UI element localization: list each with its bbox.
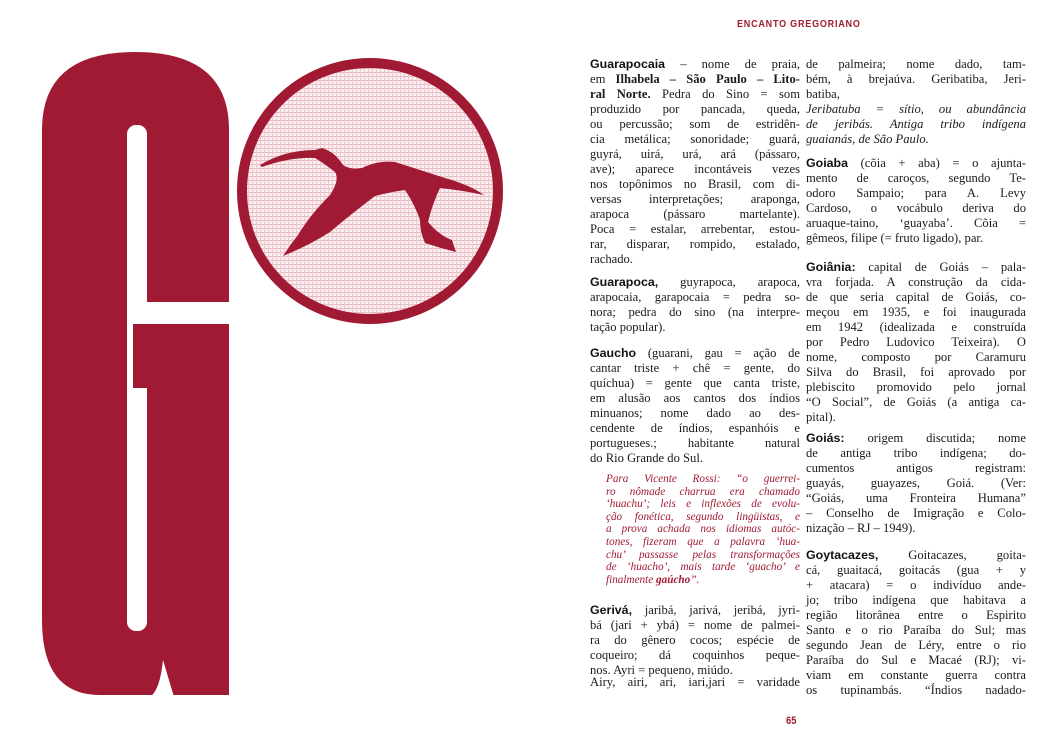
entry-goias xyxy=(806,431,1026,536)
text-line: rachado. xyxy=(590,252,634,266)
text-line: meçou em 1935, e foi inaugurada xyxy=(806,305,1026,319)
text-line xyxy=(590,57,800,72)
text-line xyxy=(806,156,1026,171)
text-segment: capital de Goiás – pala- xyxy=(855,260,1026,274)
entry-headword: Goytacazes, xyxy=(806,548,879,562)
entry-geriva-continuation xyxy=(806,57,1026,102)
text-segment: origem discutida; nome xyxy=(844,431,1026,445)
page-number: 65 xyxy=(786,715,797,727)
text-line: Airy, airi, ari, iari,jari = varidade xyxy=(590,675,800,689)
text-line: de ‘huacho’, mais tarde ‘guacho’ e xyxy=(606,561,800,574)
entry-gaucho xyxy=(590,346,800,466)
running-head: ENCANTO GREGORIANO xyxy=(737,18,861,30)
text-line: Silva do Brasil, foi aprovado por xyxy=(806,365,1026,379)
text-line: “Goiás, uma Fronteira Humana” xyxy=(806,491,1026,505)
text-line xyxy=(806,132,1026,147)
text-line: segundo Jean de Léry, entre o rio xyxy=(806,638,1026,652)
text-line: Cardoso, o vocábulo deriva do xyxy=(806,201,1026,215)
text-segment: (guarani, gau = ação de xyxy=(636,346,800,360)
text-segment: finalmente xyxy=(606,573,657,586)
text-line: bá (jari + ybá) = nome de palmei- xyxy=(590,618,800,632)
text-line: “O Social”, de Goiás (a antiga ca- xyxy=(806,395,1026,409)
text-line: guayás, guayazes, Goiá. (Ver: xyxy=(806,476,1026,490)
entry-headword: Goiás: xyxy=(806,431,845,445)
text-line: Poca = estalar, arrebentar, estou- xyxy=(590,222,800,236)
text-line: por Pedro Ludovico Teixeira). O xyxy=(806,335,1026,349)
text-segment: guyrapoca, arapoca, xyxy=(658,275,800,289)
text-segment: ”. xyxy=(690,573,700,586)
text-line: ra do gênero cocos; espécie de xyxy=(590,633,800,647)
text-line: Para Vicente Rossi: “o guerrei- xyxy=(606,473,800,485)
text-line: pital). xyxy=(806,410,836,424)
text-line: aruaque-taino, ‘guayaba’. Cõia = xyxy=(806,216,1026,230)
text-line: plebiscito promovido pelo jornal xyxy=(806,380,1026,394)
entry-headword: Goiânia: xyxy=(806,260,856,274)
text-segment: de jeribás. Antiga tribo indígena xyxy=(806,117,1026,131)
text-line: ‘huachu’; leis e inflexões de evolu- xyxy=(606,498,800,511)
text-line: região litorânea entre o Espirito xyxy=(806,608,1026,622)
text-line: + atacara) = o indivíduo ande- xyxy=(806,578,1026,592)
entry-guarapocaia xyxy=(590,57,800,267)
text-segment: em xyxy=(590,72,616,86)
text-line: batiba, xyxy=(806,87,840,101)
text-line: cá, guaitacá, goitacás (gua + y xyxy=(806,563,1026,577)
text-line: de antiga tribo indígena; do- xyxy=(806,446,1026,460)
text-line: arapoca (pássaro martelante). xyxy=(590,207,800,221)
text-line: bém, à brejaúva. Geribatiba, Jeri- xyxy=(806,72,1026,86)
text-line xyxy=(590,275,800,290)
text-line xyxy=(590,346,800,361)
text-line xyxy=(590,603,800,618)
text-line: a prova achada nos idiomas autóc- xyxy=(606,523,800,536)
text-segment: (cõia + aba) = o ajunta- xyxy=(848,156,1026,170)
text-line: nos. Ayri = pequeno, miúdo. xyxy=(590,663,733,677)
entry-goiaba xyxy=(806,156,1026,246)
text-segment: ral Norte. xyxy=(590,87,651,101)
text-line: – Conselho de Imigração e Colo- xyxy=(806,506,1026,520)
text-line: tones, fizeram que a palavra ‘hua- xyxy=(606,535,800,548)
text-line: em 1942 (idealizada e construída xyxy=(806,320,1026,334)
text-line xyxy=(806,431,1026,446)
text-line: viam em constante guerra contra xyxy=(806,668,1026,682)
text-line: cantar triste + chê = gente, do xyxy=(590,361,800,375)
text-line: de palmeira; nome dado, tam- xyxy=(806,57,1026,71)
entry-geriva xyxy=(590,603,800,678)
text-line: odoro Sampaio; para A. Levy xyxy=(806,186,1026,200)
entry-guarapoca xyxy=(590,275,800,335)
drop-cap-letter-g xyxy=(42,52,236,697)
text-line: jo; tribo indígena que habitava a xyxy=(806,593,1026,607)
entry-jeribatuba xyxy=(806,102,1026,147)
text-line: minuanos; nome dado ao des- xyxy=(590,406,800,420)
text-line: chu’ passasse pelas transformações xyxy=(606,548,800,561)
text-line xyxy=(806,548,1026,563)
text-line: cumentos antigos registram: xyxy=(806,461,1026,475)
entry-headword: Guarapoca, xyxy=(590,275,659,289)
entry-goiania xyxy=(806,260,1026,425)
text-line: gêmeos, filipe (= fruto ligado), par. xyxy=(806,231,984,245)
text-line: mento de caroços, segundo Te- xyxy=(806,171,1026,185)
text-line: cendente de índios, espanhóis e xyxy=(590,421,800,435)
text-line: ou percussão; som de estridên- xyxy=(590,117,800,131)
text-line: arapocaia, garapocaia = pedra so- xyxy=(590,290,800,304)
text-line: quíchua) = gente que canta triste, xyxy=(590,376,800,390)
text-line: portugueses.; habitante natural xyxy=(590,436,800,450)
text-segment: Jeribatuba = sítio, ou abundância xyxy=(806,102,1026,116)
text-line: versas interpretações; araponga, xyxy=(590,192,800,206)
entry-goytacazes xyxy=(806,548,1026,698)
text-line: nora; pedra do sino (na interpre- xyxy=(590,305,800,319)
text-line: nização – RJ – 1949). xyxy=(806,521,916,535)
text-line xyxy=(806,102,1026,117)
text-line: ro nômade charrua era chamado xyxy=(606,485,800,498)
text-segment: Pedra do Sino = som xyxy=(650,87,800,101)
entry-headword: Gerivá, xyxy=(590,603,633,617)
text-line: ção fonética, segundo lingüistas, e xyxy=(606,510,800,523)
text-line: produzido por pancada, queda, xyxy=(590,102,800,116)
text-line: vra forjada. A construção da cida- xyxy=(806,275,1026,289)
text-line xyxy=(606,574,800,587)
text-line xyxy=(806,117,1026,132)
entry-headword: Guarapocaia xyxy=(590,57,666,71)
gaucho-quote xyxy=(606,473,800,586)
text-line: coqueiro; dá coquinhos peque- xyxy=(590,648,800,662)
text-line: rar, disparar, rompido, estalado, xyxy=(590,237,800,251)
text-line: Santo e o rio Paraíba do Sul; mas xyxy=(806,623,1026,637)
medallion xyxy=(242,63,498,319)
text-line: do Rio Grande do Sul. xyxy=(590,451,703,465)
entry-geriva-continued xyxy=(590,675,800,690)
text-line xyxy=(590,72,800,87)
text-line: tação popular). xyxy=(590,320,666,334)
text-line: nome, composto por Caramuru xyxy=(806,350,1026,364)
text-line: os tupinambás. “Índios nadado- xyxy=(806,683,1026,697)
text-line: de que seria capital de Goiás, co- xyxy=(806,290,1026,304)
text-segment: jaribá, jarivá, jeribá, jyri- xyxy=(632,603,800,617)
text-line: ave); aparece incontáveis vezes xyxy=(590,162,800,176)
text-segment: Goitacazes, goita- xyxy=(878,548,1026,562)
text-line xyxy=(806,260,1026,275)
entry-headword: Goiaba xyxy=(806,156,848,170)
text-line: em alusão aos cantos dos índios xyxy=(590,391,800,405)
text-line xyxy=(590,87,800,102)
text-line: cia metálica; sonoridade; guará, xyxy=(590,132,800,146)
text-segment: guaianás, de São Paulo. xyxy=(806,132,929,146)
text-segment: gaúcho xyxy=(656,573,691,586)
entry-headword: Gaucho xyxy=(590,346,637,360)
text-line: guyrá, uirá, urá, ará (pássaro, xyxy=(590,147,800,161)
text-line: Paraíba do Sul e Macaé (RJ); vi- xyxy=(806,653,1026,667)
text-line: nos topônimos no Brasil, com di- xyxy=(590,177,800,191)
text-segment: – nome de praia, xyxy=(665,57,800,71)
text-segment: Ilhabela – São Paulo – Lito- xyxy=(615,72,800,86)
